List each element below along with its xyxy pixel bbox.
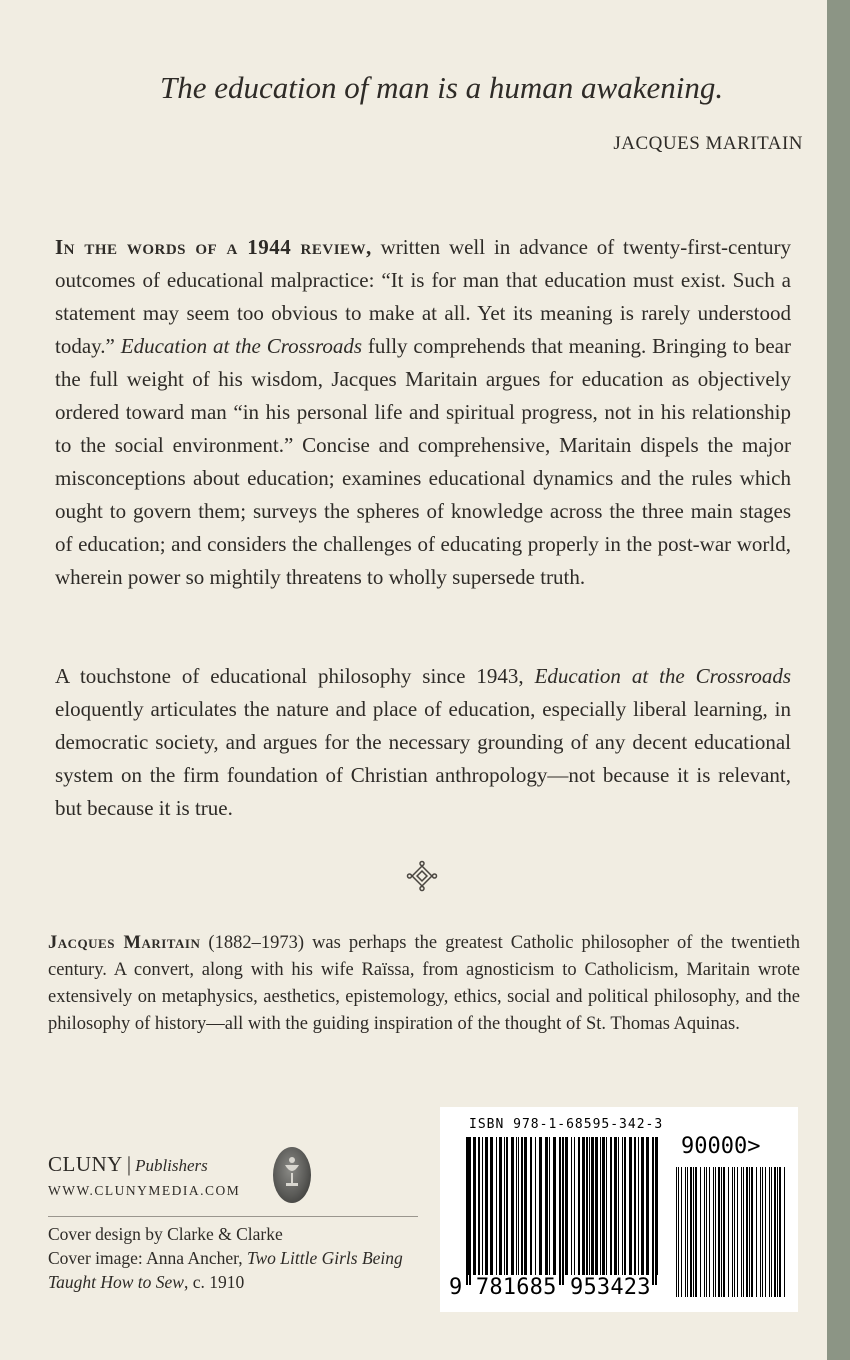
barcode-bar xyxy=(478,1137,480,1275)
barcode-guard-bar xyxy=(466,1137,468,1285)
publisher-separator: | xyxy=(126,1152,132,1176)
barcode-guard-bar xyxy=(469,1137,471,1285)
barcode-bar xyxy=(473,1137,476,1275)
barcode-bar xyxy=(586,1137,588,1275)
barcode-bar xyxy=(713,1167,714,1297)
blurb-text: A touchstone of educational philosophy since 1943, xyxy=(55,664,535,688)
barcode-bar xyxy=(602,1137,605,1275)
blurb-paragraph-2 xyxy=(55,660,791,825)
barcode-bar xyxy=(591,1137,594,1275)
barcode-bar xyxy=(535,1137,536,1275)
blurb-text: fully comprehends that meaning. Bringing to bear the full weight of his wisdom, Jacques Maritain argues for education as objectively ordered toward man “in his personal life and spiritual progress, not in his relationship to the social environment.” Concise and comprehensive, Maritain dispels the major misconceptions about education; examines educational dynamics and the rules which ought to govern them; surveys the spheres of knowledge across the three main stages of education; and considers the challenges of educating properly in the post-war world, wherein power so mightily threatens to wholly supersede truth. xyxy=(55,334,791,589)
barcode-bar xyxy=(771,1167,772,1297)
barcode-bar xyxy=(706,1167,707,1297)
barcode-bar xyxy=(765,1167,766,1297)
price-code: 90000> xyxy=(681,1134,761,1159)
barcode-bar xyxy=(709,1167,710,1297)
cover-design-credit: Cover design by Clarke & Clarke xyxy=(48,1224,283,1244)
barcode-bar xyxy=(578,1137,580,1275)
barcode-bar xyxy=(600,1137,601,1275)
barcode-bar xyxy=(606,1137,607,1275)
barcode-bar xyxy=(622,1137,623,1275)
barcode-bar xyxy=(553,1137,556,1275)
book-title: Education at the Crossroads xyxy=(120,334,363,358)
cover-image-credit: Cover image: Anna Ancher, Two Little Girls Being Taught How to Sew, c. 1910 xyxy=(48,1248,403,1292)
barcode-bar xyxy=(690,1167,692,1297)
barcode-bar xyxy=(595,1137,598,1275)
epigraph-author: JACQUES MARITAIN xyxy=(613,133,803,154)
barcode-bar xyxy=(721,1167,722,1297)
barcode-bar xyxy=(774,1167,776,1297)
author-bio xyxy=(48,930,800,1038)
ornament-icon xyxy=(406,860,438,892)
blurb-text: written well in advance of twenty-first-century outcomes of educational malpractice: “It is for man that education must exist. Such a statement may seem too obvious to make at all. Yet its meaning is rarely understood today.” xyxy=(55,235,791,358)
barcode-bar xyxy=(715,1167,716,1297)
barcode-bar xyxy=(751,1167,753,1297)
barcode-bar xyxy=(741,1167,742,1297)
barcode-bar xyxy=(549,1137,550,1275)
bio-text: (1882–1973) was perhaps the greatest Catholic philosopher of the twentieth century. A convert, along with his wife Raïssa, from agnosticism to Catholicism, Maritain wrote extensively on metaphysics, aesthetics, epistemology, ethics, social and political philosophy, and the philosophy of history—all with the guiding inspiration of the thought of St. Thomas Aquinas. xyxy=(48,933,800,1034)
publisher-website: WWW.CLUNYMEDIA.COM xyxy=(48,1183,241,1198)
barcode-bar xyxy=(610,1137,612,1275)
barcode-bar xyxy=(749,1167,750,1297)
barcode-bar xyxy=(499,1137,502,1275)
barcode-bar xyxy=(676,1167,677,1297)
spine-edge xyxy=(827,0,850,1360)
barcode-bar xyxy=(728,1167,729,1297)
book-title: Education at the Crossroads xyxy=(534,664,791,688)
barcode-bar xyxy=(571,1137,572,1275)
divider xyxy=(48,1216,418,1217)
barcode-bar xyxy=(574,1137,575,1275)
barcode-bar xyxy=(681,1167,682,1297)
barcode-bar xyxy=(582,1137,585,1275)
barcode-bar xyxy=(565,1137,568,1275)
barcode-bar xyxy=(545,1137,548,1275)
barcode-bar xyxy=(769,1167,770,1297)
barcode-bar xyxy=(700,1167,701,1297)
barcode-bar xyxy=(518,1137,519,1275)
barcode-guard-bar xyxy=(559,1137,561,1285)
chalice-icon xyxy=(273,1147,311,1203)
barcode-bar xyxy=(490,1137,493,1275)
barcode-bar xyxy=(746,1167,748,1297)
barcode-bar xyxy=(524,1137,527,1275)
barcode-bar xyxy=(482,1137,483,1275)
barcode-bar xyxy=(539,1137,542,1275)
barcode-bar xyxy=(638,1137,639,1275)
barcode-bar xyxy=(516,1137,517,1275)
barcode-bar xyxy=(634,1137,636,1275)
author-name: Jacques Maritain xyxy=(48,933,201,953)
barcode-bar xyxy=(779,1167,781,1297)
barcode-bar xyxy=(723,1167,725,1297)
publisher-suffix: Publishers xyxy=(135,1156,208,1175)
barcode-bar xyxy=(695,1167,697,1297)
barcode-bar xyxy=(704,1167,705,1297)
barcode-bar xyxy=(504,1137,505,1275)
barcode-bar xyxy=(641,1137,644,1275)
barcode-bar xyxy=(589,1137,590,1275)
barcode-bar xyxy=(511,1137,514,1275)
barcode-bar xyxy=(762,1167,763,1297)
barcode-bar xyxy=(506,1137,508,1275)
barcode-bar xyxy=(743,1167,744,1297)
blurb-text: eloquently articulates the nature and place of education, especially liberal learning, in democratic society, and argues for the necessary grounding of any decent educational system on the firm foundation of Christian anthropology—not because it is relevant, but because it is true. xyxy=(55,697,791,820)
barcode-guard-bar xyxy=(562,1137,564,1285)
barcode-bar xyxy=(734,1167,735,1297)
barcode-bar xyxy=(693,1167,694,1297)
barcode-bar xyxy=(629,1137,632,1275)
barcode-bar xyxy=(530,1137,532,1275)
barcode-guard-bar xyxy=(652,1137,654,1285)
publisher-name: CLUNY xyxy=(48,1152,123,1176)
publisher-block xyxy=(48,1152,240,1199)
painting-title: Two Little Girls Being Taught How to Sew xyxy=(48,1248,403,1292)
epigraph-quote: The education of man is a human awakening. xyxy=(160,70,724,105)
blurb-paragraph-1 xyxy=(55,231,791,594)
cover-credits xyxy=(48,1222,418,1294)
barcode-bar xyxy=(496,1137,497,1275)
barcode-bar xyxy=(485,1137,488,1275)
barcode-bar xyxy=(618,1137,619,1275)
barcode-bar xyxy=(756,1167,757,1297)
barcode-guard-bar xyxy=(655,1137,657,1285)
barcode-bar xyxy=(737,1167,738,1297)
barcode-bar xyxy=(718,1167,720,1297)
barcode-bar xyxy=(784,1167,785,1297)
barcode-bar xyxy=(624,1137,626,1275)
blurb-lead-in: In the words of a 1944 review, xyxy=(55,235,372,259)
barcode-bar xyxy=(521,1137,523,1275)
barcode-bar xyxy=(732,1167,733,1297)
publisher-logo xyxy=(273,1147,311,1203)
barcode-bar xyxy=(687,1167,688,1297)
barcode-bar xyxy=(678,1167,679,1297)
ean-number: 9 781685 953423 xyxy=(449,1275,651,1300)
barcode-bar xyxy=(685,1167,686,1297)
barcode-bar xyxy=(646,1137,649,1275)
barcode-bar xyxy=(777,1167,778,1297)
isbn-text: ISBN 978-1-68595-342-3 xyxy=(469,1117,664,1132)
barcode-bar xyxy=(760,1167,761,1297)
barcode-bar xyxy=(614,1137,617,1275)
